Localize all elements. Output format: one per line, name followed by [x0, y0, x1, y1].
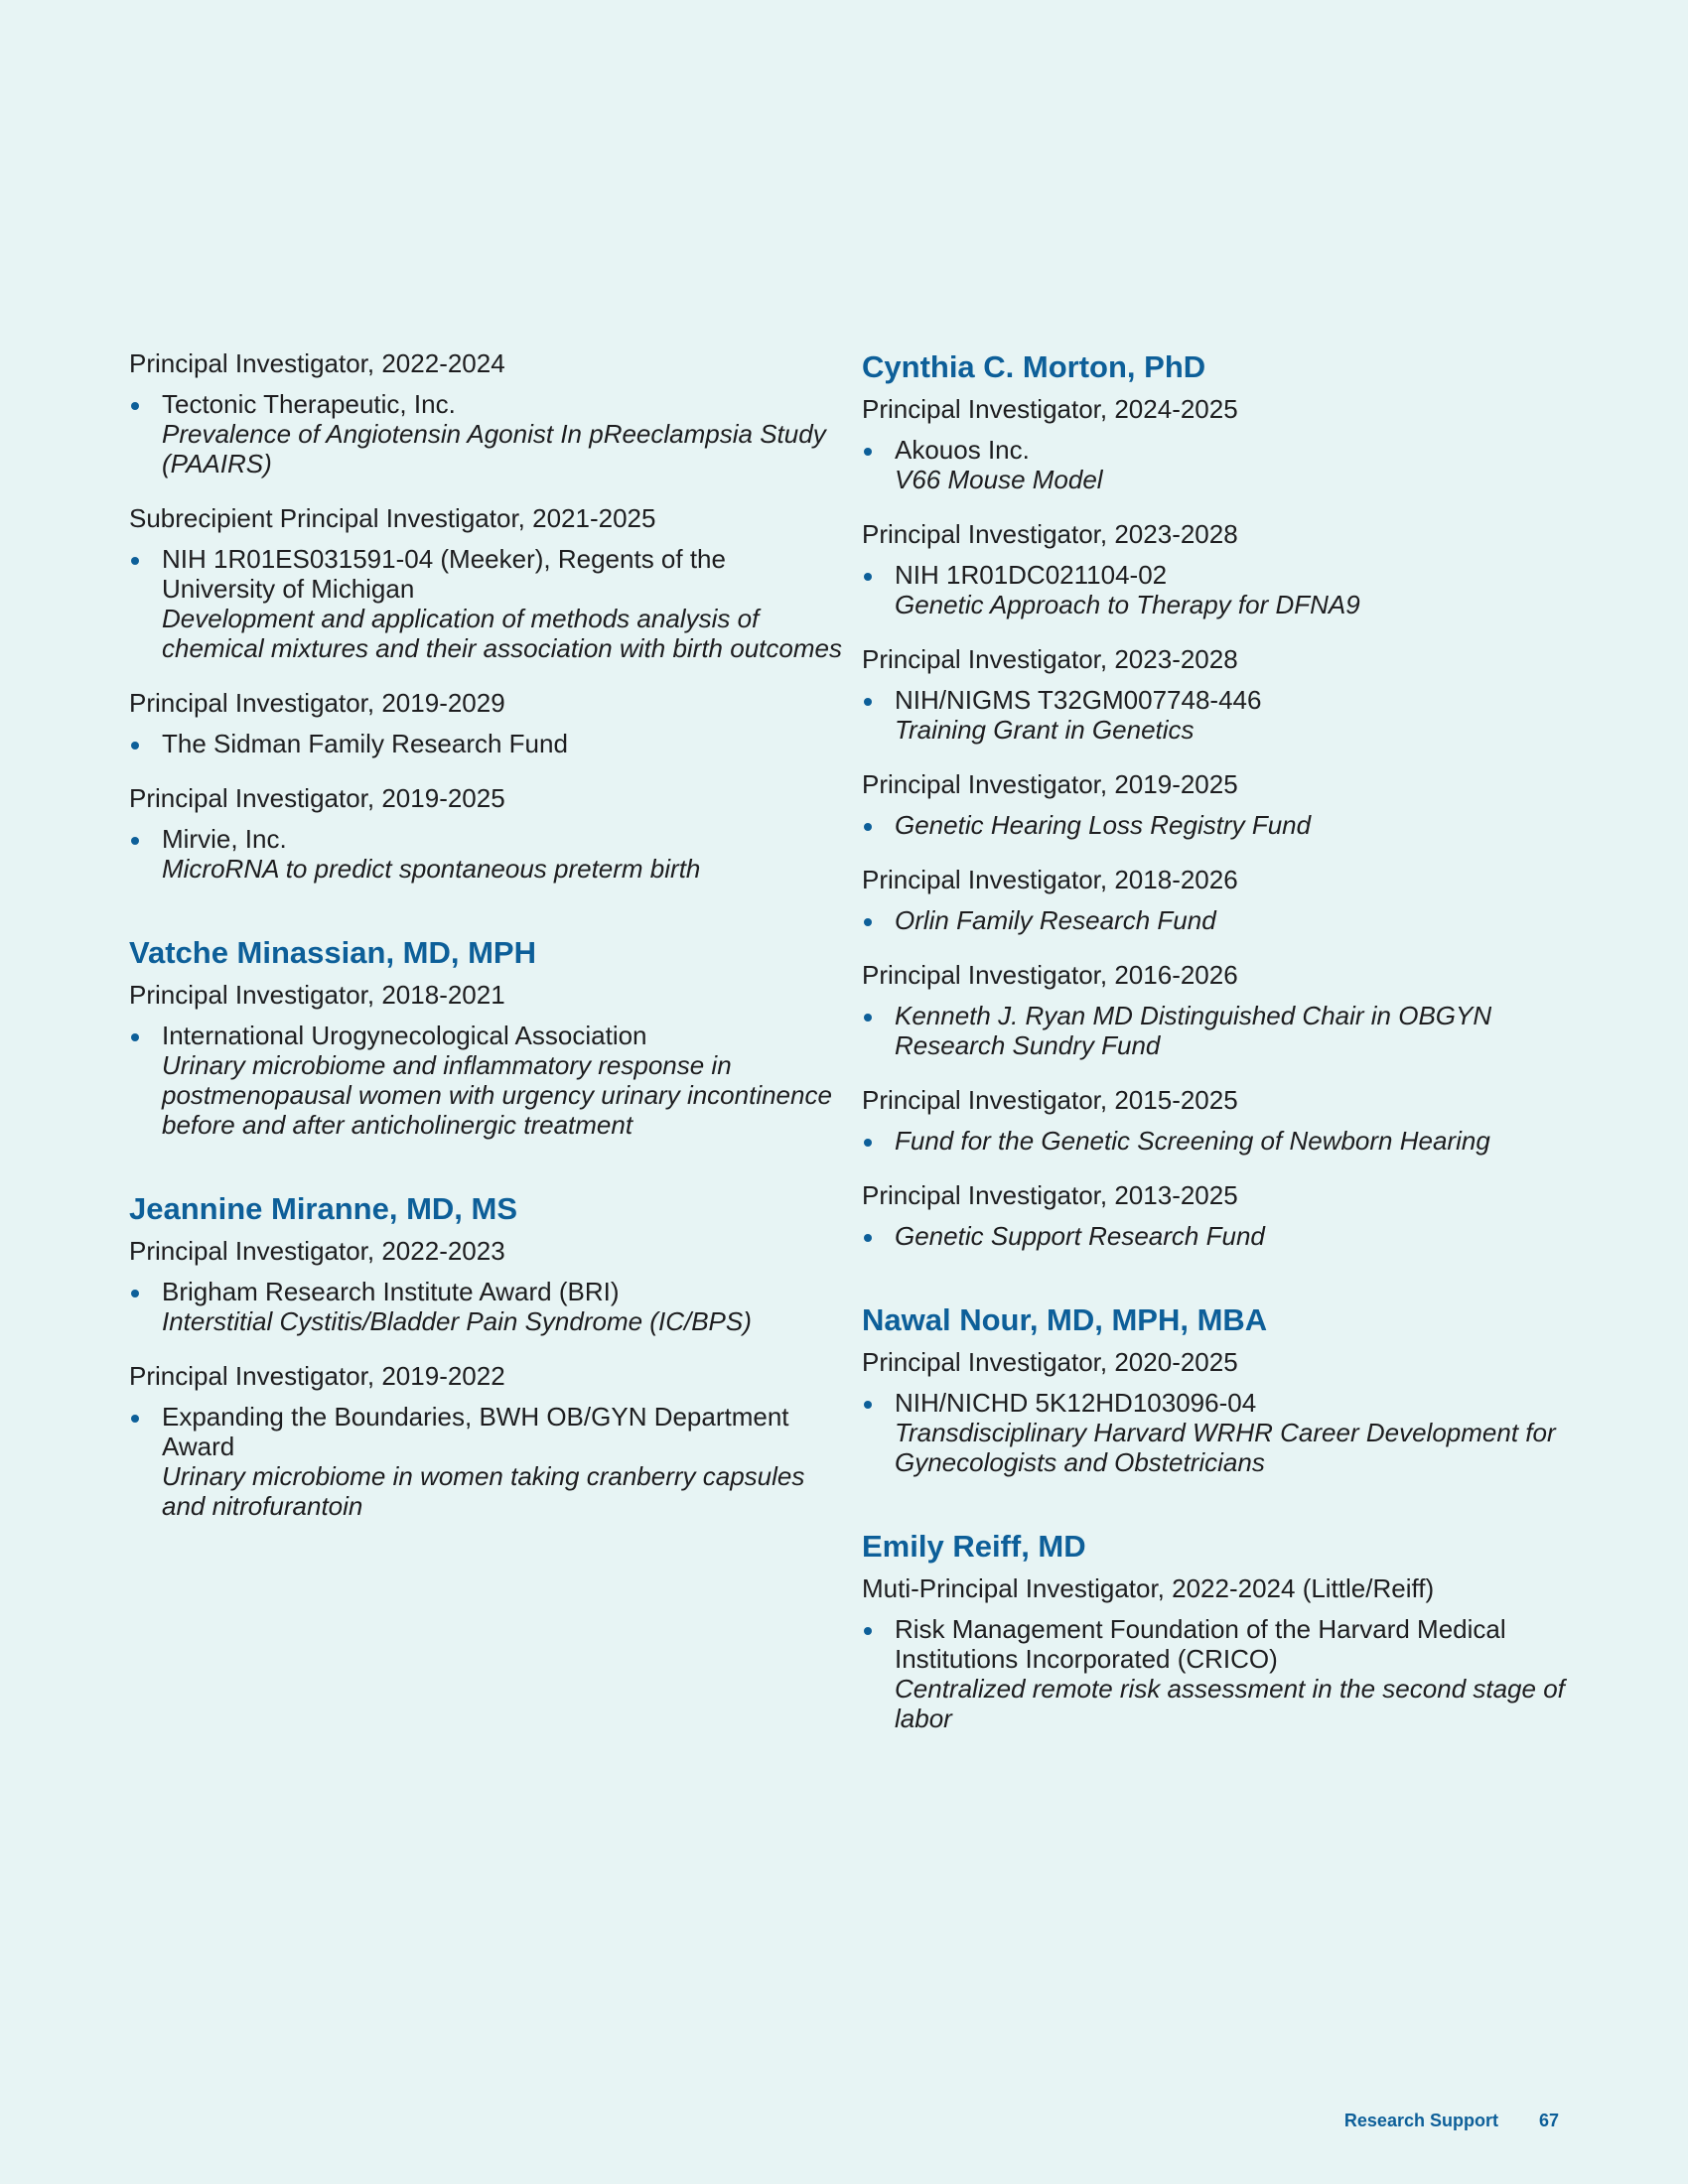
grant-sponsor: NIH/NICHD 5K12HD103096-04: [895, 1388, 1257, 1418]
grant-entry: [129, 1235, 844, 1336]
grant-item: [862, 1001, 1577, 1060]
grant-item: [862, 435, 1577, 494]
person-section-minassian: [129, 933, 844, 1140]
grant-item: [862, 560, 1577, 619]
grant-role: Principal Investigator, 2015-2025: [862, 1085, 1238, 1115]
grant-item: [862, 1614, 1577, 1733]
grant-list: [862, 1388, 1577, 1477]
grant-item: [129, 1402, 844, 1521]
grant-entry: [862, 959, 1577, 1060]
grant-list: [129, 1277, 844, 1336]
grant-role: Principal Investigator, 2022-2023: [129, 1236, 505, 1266]
grant-list: [862, 1221, 1577, 1251]
grant-role: Principal Investigator, 2019-2025: [862, 769, 1238, 799]
grant-item: [862, 1388, 1577, 1477]
grant-entry: [129, 687, 844, 758]
grant-list: [862, 1001, 1577, 1060]
footer-section-label: Research Support: [1343, 2111, 1498, 2130]
grant-title: Urinary microbiome and inflammatory response in postmenopausal women with urgency urinary incontinence before and after anticholinergic treatment: [162, 1050, 832, 1140]
grant-entry: [129, 347, 844, 478]
grant-list: [862, 685, 1577, 745]
grant-item: [862, 1126, 1577, 1156]
grant-title: MicroRNA to predict spontaneous preterm birth: [162, 854, 701, 884]
grant-list: [129, 824, 844, 884]
grant-entry: [862, 1179, 1577, 1251]
grant-role: Principal Investigator, 2019-2029: [129, 688, 505, 718]
grant-title: Orlin Family Research Fund: [895, 905, 1216, 935]
grant-sponsor: Akouos Inc.: [895, 435, 1030, 465]
grant-entry: [862, 393, 1577, 494]
grant-list: [862, 1614, 1577, 1733]
grant-list: [862, 560, 1577, 619]
grant-item: [129, 1277, 844, 1336]
grant-list: [129, 1402, 844, 1521]
grant-entry: [129, 1360, 844, 1521]
person-section-continued: [129, 347, 844, 884]
person-section-reiff: [862, 1527, 1577, 1733]
grant-role: Principal Investigator, 2024-2025: [862, 394, 1238, 424]
grant-sponsor: The Sidman Family Research Fund: [162, 729, 568, 758]
person-section-miranne: [129, 1189, 844, 1521]
grant-entry: [129, 782, 844, 884]
grant-role: Principal Investigator, 2023-2028: [862, 519, 1238, 549]
grant-title: Development and application of methods analysis of chemical mixtures and their association with birth outcomes: [162, 604, 842, 663]
investigator-name: Nawal Nour, MD, MPH, MBA: [862, 1302, 1268, 1337]
grant-role: Principal Investigator, 2016-2026: [862, 960, 1238, 990]
grant-entry: [862, 1346, 1577, 1477]
grant-sponsor: Expanding the Boundaries, BWH OB/GYN Department Award: [162, 1402, 789, 1461]
grant-title: Centralized remote risk assessment in the second stage of labor: [895, 1674, 1565, 1733]
grant-list: [862, 810, 1577, 840]
grant-item: [862, 810, 1577, 840]
grant-role: Principal Investigator, 2023-2028: [862, 644, 1238, 674]
grant-list: [129, 729, 844, 758]
grant-entry: [862, 1572, 1577, 1733]
grant-title: Kenneth J. Ryan MD Distinguished Chair in OBGYN Research Sundry Fund: [895, 1001, 1492, 1060]
grant-title: Transdisciplinary Harvard WRHR Career Development for Gynecologists and Obstetricians: [895, 1418, 1556, 1477]
grant-entry: [129, 502, 844, 663]
grant-item: [129, 729, 844, 758]
left-column: [129, 347, 844, 1570]
grant-item: [129, 544, 844, 663]
page-number: 67: [1538, 2111, 1559, 2130]
grant-title: Interstitial Cystitis/Bladder Pain Syndrome (IC/BPS): [162, 1306, 752, 1336]
grant-sponsor: Brigham Research Institute Award (BRI): [162, 1277, 620, 1306]
investigator-name: Cynthia C. Morton, PhD: [862, 349, 1206, 384]
grant-list: [129, 1021, 844, 1140]
grant-role: Principal Investigator, 2019-2025: [129, 783, 505, 813]
grant-role: Principal Investigator, 2022-2024: [129, 348, 505, 378]
investigator-name: Jeannine Miranne, MD, MS: [129, 1191, 518, 1226]
person-section-morton: [862, 347, 1577, 1251]
grant-title: Training Grant in Genetics: [895, 715, 1195, 745]
grant-sponsor: Risk Management Foundation of the Harvard Medical Institutions Incorporated (CRICO): [895, 1614, 1506, 1674]
grant-list: [129, 389, 844, 478]
grant-title: Fund for the Genetic Screening of Newborn Hearing: [895, 1126, 1490, 1156]
right-column: [862, 347, 1577, 1783]
grant-role: Principal Investigator, 2018-2021: [129, 980, 505, 1010]
grant-item: [862, 905, 1577, 935]
grant-role: Subrecipient Principal Investigator, 2021-2025: [129, 503, 656, 533]
grant-sponsor: International Urogynecological Association: [162, 1021, 647, 1050]
grant-role: Principal Investigator, 2018-2026: [862, 865, 1238, 894]
grant-item: [129, 1021, 844, 1140]
grant-entry: [129, 979, 844, 1140]
grant-title: Genetic Approach to Therapy for DFNA9: [895, 590, 1360, 619]
grant-title: Urinary microbiome in women taking cranberry capsules and nitrofurantoin: [162, 1461, 805, 1521]
investigator-name: Emily Reiff, MD: [862, 1529, 1086, 1564]
grant-list: [862, 905, 1577, 935]
grant-item: [862, 685, 1577, 745]
grant-role: Principal Investigator, 2013-2025: [862, 1180, 1238, 1210]
grant-sponsor: Tectonic Therapeutic, Inc.: [162, 389, 456, 419]
person-section-nour: [862, 1300, 1577, 1477]
grant-item: [862, 1221, 1577, 1251]
grant-item: [129, 824, 844, 884]
grant-sponsor: NIH 1R01DC021104-02: [895, 560, 1168, 590]
grant-item: [129, 389, 844, 478]
grant-entry: [862, 1084, 1577, 1156]
investigator-name: Vatche Minassian, MD, MPH: [129, 935, 536, 970]
grant-list: [862, 1126, 1577, 1156]
grant-role: Muti-Principal Investigator, 2022-2024 (Little/Reiff): [862, 1573, 1435, 1603]
grant-title: Genetic Support Research Fund: [895, 1221, 1265, 1251]
grant-role: Principal Investigator, 2020-2025: [862, 1347, 1238, 1377]
grant-title: Prevalence of Angiotensin Agonist In pReeclampsia Study (PAAIRS): [162, 419, 826, 478]
grant-entry: [862, 768, 1577, 840]
grant-list: [862, 435, 1577, 494]
page-footer: [1344, 2111, 1559, 2131]
grant-entry: [862, 518, 1577, 619]
grant-sponsor: Mirvie, Inc.: [162, 824, 287, 854]
grant-sponsor: NIH/NIGMS T32GM007748-446: [895, 685, 1262, 715]
grant-sponsor: NIH 1R01ES031591-04 (Meeker), Regents of the University of Michigan: [162, 544, 726, 604]
grant-title: V66 Mouse Model: [895, 465, 1103, 494]
grant-role: Principal Investigator, 2019-2022: [129, 1361, 505, 1391]
grant-list: [129, 544, 844, 663]
grant-title: Genetic Hearing Loss Registry Fund: [895, 810, 1312, 840]
grant-entry: [862, 864, 1577, 935]
grant-entry: [862, 643, 1577, 745]
